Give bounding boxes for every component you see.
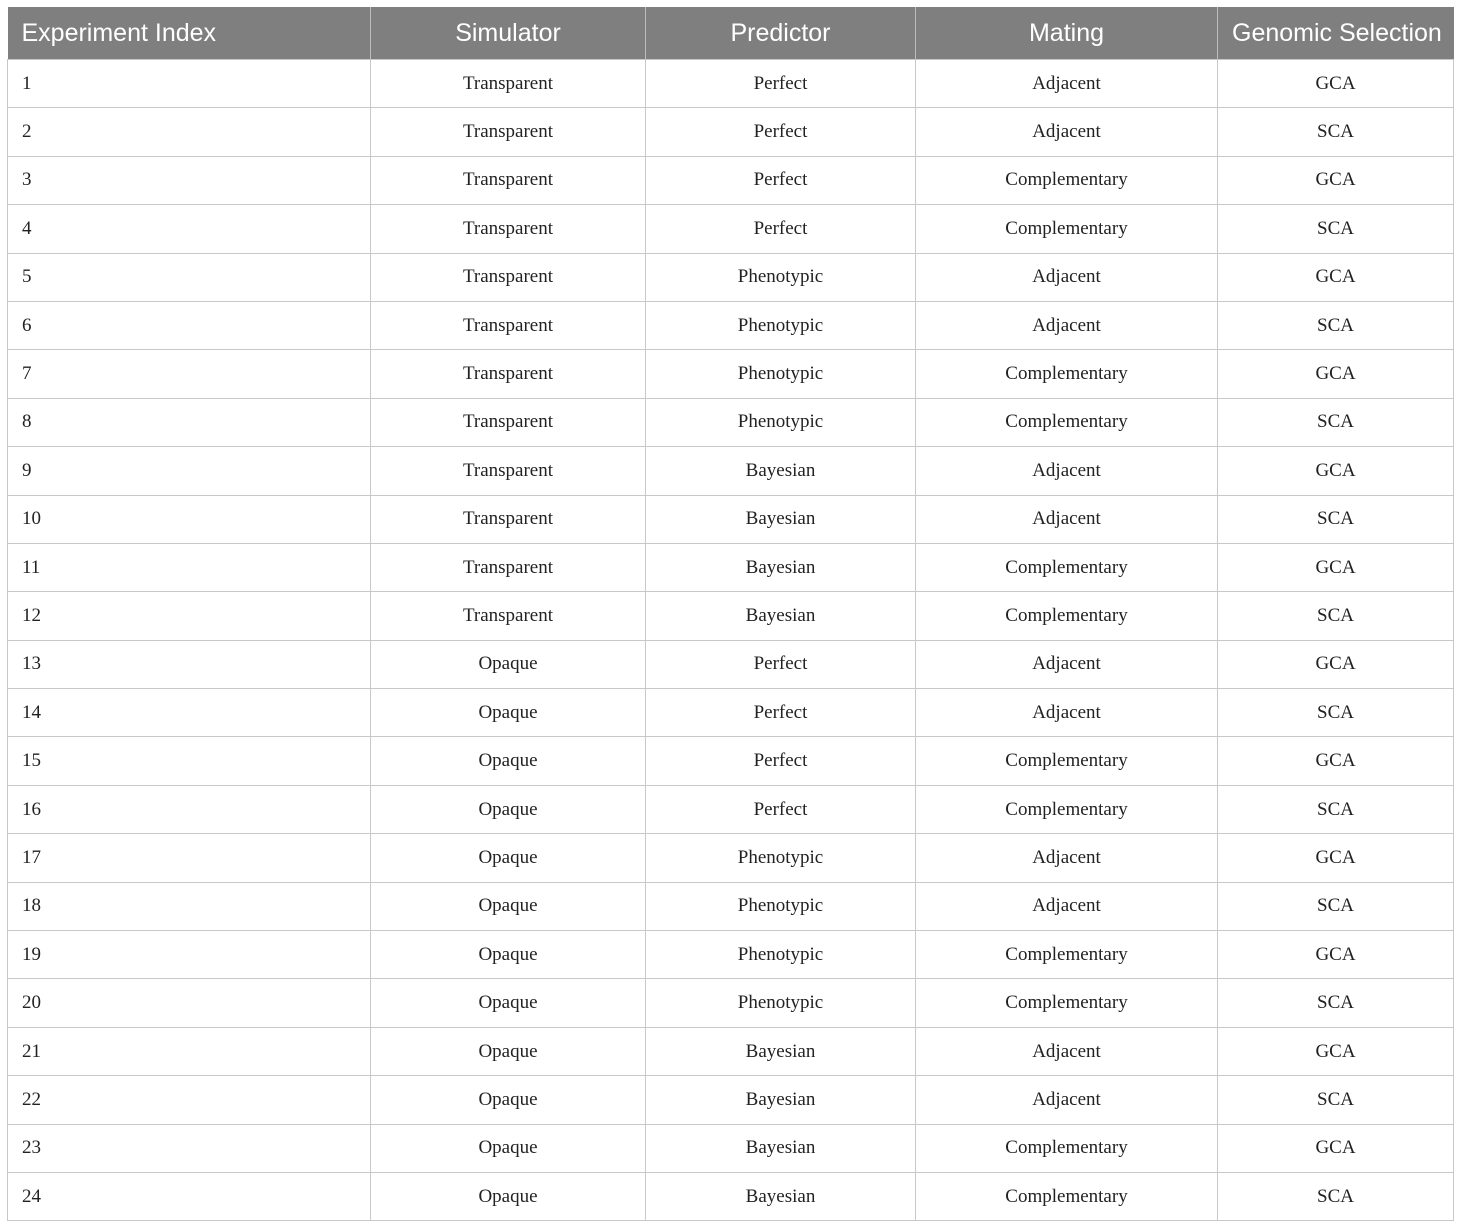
table-body (8, 60, 1454, 1221)
table-row (8, 882, 1454, 930)
cell-experiment-index: 1 (8, 60, 371, 108)
table-row (8, 1027, 1454, 1075)
cell-mating: Complementary (916, 931, 1218, 979)
cell-genomic-selection: SCA (1218, 1172, 1454, 1220)
cell-experiment-index: 11 (8, 543, 371, 591)
table-row (8, 205, 1454, 253)
cell-experiment-index: 21 (8, 1027, 371, 1075)
cell-predictor: Phenotypic (646, 979, 916, 1027)
experiment-table-container (7, 7, 1453, 1221)
table-row (8, 785, 1454, 833)
cell-simulator: Transparent (371, 398, 646, 446)
cell-simulator: Transparent (371, 108, 646, 156)
cell-genomic-selection: SCA (1218, 689, 1454, 737)
cell-genomic-selection: GCA (1218, 447, 1454, 495)
cell-mating: Adjacent (916, 1076, 1218, 1124)
header-genomic-selection: Genomic Selection (1218, 7, 1454, 60)
cell-mating: Adjacent (916, 60, 1218, 108)
cell-simulator: Opaque (371, 834, 646, 882)
cell-simulator: Opaque (371, 931, 646, 979)
cell-genomic-selection: SCA (1218, 108, 1454, 156)
cell-simulator: Opaque (371, 737, 646, 785)
cell-simulator: Transparent (371, 495, 646, 543)
cell-mating: Adjacent (916, 689, 1218, 737)
cell-experiment-index: 17 (8, 834, 371, 882)
cell-genomic-selection: GCA (1218, 60, 1454, 108)
cell-simulator: Transparent (371, 156, 646, 204)
table-row (8, 108, 1454, 156)
cell-genomic-selection: GCA (1218, 156, 1454, 204)
cell-experiment-index: 15 (8, 737, 371, 785)
cell-simulator: Transparent (371, 60, 646, 108)
cell-mating: Complementary (916, 350, 1218, 398)
cell-simulator: Opaque (371, 882, 646, 930)
cell-experiment-index: 5 (8, 253, 371, 301)
header-simulator: Simulator (371, 7, 646, 60)
header-row (8, 7, 1454, 60)
table-row (8, 931, 1454, 979)
cell-predictor: Perfect (646, 156, 916, 204)
cell-mating: Complementary (916, 205, 1218, 253)
cell-experiment-index: 16 (8, 785, 371, 833)
cell-experiment-index: 9 (8, 447, 371, 495)
cell-experiment-index: 13 (8, 640, 371, 688)
cell-simulator: Opaque (371, 640, 646, 688)
table-row (8, 1172, 1454, 1220)
cell-simulator: Transparent (371, 205, 646, 253)
cell-experiment-index: 8 (8, 398, 371, 446)
cell-genomic-selection: SCA (1218, 1076, 1454, 1124)
cell-genomic-selection: GCA (1218, 350, 1454, 398)
cell-genomic-selection: GCA (1218, 931, 1454, 979)
cell-experiment-index: 10 (8, 495, 371, 543)
cell-predictor: Bayesian (646, 592, 916, 640)
cell-simulator: Transparent (371, 447, 646, 495)
cell-predictor: Perfect (646, 108, 916, 156)
cell-mating: Complementary (916, 785, 1218, 833)
cell-mating: Complementary (916, 156, 1218, 204)
cell-experiment-index: 22 (8, 1076, 371, 1124)
cell-simulator: Transparent (371, 350, 646, 398)
cell-genomic-selection: SCA (1218, 205, 1454, 253)
cell-genomic-selection: GCA (1218, 1124, 1454, 1172)
cell-predictor: Phenotypic (646, 398, 916, 446)
cell-genomic-selection: GCA (1218, 640, 1454, 688)
cell-genomic-selection: GCA (1218, 1027, 1454, 1075)
table-row (8, 495, 1454, 543)
table-row (8, 543, 1454, 591)
table-row (8, 60, 1454, 108)
cell-mating: Adjacent (916, 495, 1218, 543)
table-row (8, 156, 1454, 204)
cell-predictor: Perfect (646, 640, 916, 688)
cell-genomic-selection: SCA (1218, 301, 1454, 349)
cell-mating: Complementary (916, 737, 1218, 785)
cell-mating: Adjacent (916, 447, 1218, 495)
cell-mating: Adjacent (916, 108, 1218, 156)
table-row (8, 253, 1454, 301)
cell-predictor: Bayesian (646, 1124, 916, 1172)
cell-mating: Complementary (916, 592, 1218, 640)
cell-predictor: Phenotypic (646, 931, 916, 979)
table-row (8, 979, 1454, 1027)
cell-predictor: Bayesian (646, 543, 916, 591)
cell-predictor: Bayesian (646, 495, 916, 543)
cell-predictor: Perfect (646, 60, 916, 108)
cell-predictor: Perfect (646, 205, 916, 253)
cell-predictor: Phenotypic (646, 882, 916, 930)
table-row (8, 350, 1454, 398)
cell-genomic-selection: SCA (1218, 495, 1454, 543)
table-row (8, 834, 1454, 882)
cell-mating: Complementary (916, 543, 1218, 591)
cell-simulator: Opaque (371, 979, 646, 1027)
cell-mating: Complementary (916, 1172, 1218, 1220)
cell-predictor: Perfect (646, 689, 916, 737)
table-row (8, 447, 1454, 495)
experiment-table (7, 7, 1454, 1221)
cell-predictor: Perfect (646, 737, 916, 785)
cell-mating: Complementary (916, 398, 1218, 446)
cell-mating: Complementary (916, 979, 1218, 1027)
cell-predictor: Perfect (646, 785, 916, 833)
table-row (8, 301, 1454, 349)
cell-simulator: Transparent (371, 253, 646, 301)
cell-genomic-selection: SCA (1218, 979, 1454, 1027)
cell-mating: Complementary (916, 1124, 1218, 1172)
cell-predictor: Phenotypic (646, 350, 916, 398)
cell-experiment-index: 4 (8, 205, 371, 253)
cell-genomic-selection: SCA (1218, 592, 1454, 640)
cell-predictor: Bayesian (646, 447, 916, 495)
cell-mating: Adjacent (916, 253, 1218, 301)
cell-simulator: Transparent (371, 592, 646, 640)
cell-experiment-index: 3 (8, 156, 371, 204)
cell-experiment-index: 20 (8, 979, 371, 1027)
cell-experiment-index: 23 (8, 1124, 371, 1172)
cell-experiment-index: 12 (8, 592, 371, 640)
header-predictor: Predictor (646, 7, 916, 60)
cell-genomic-selection: GCA (1218, 253, 1454, 301)
cell-simulator: Opaque (371, 689, 646, 737)
cell-experiment-index: 18 (8, 882, 371, 930)
cell-mating: Adjacent (916, 1027, 1218, 1075)
cell-simulator: Opaque (371, 785, 646, 833)
table-row (8, 1124, 1454, 1172)
cell-genomic-selection: SCA (1218, 882, 1454, 930)
table-row (8, 640, 1454, 688)
cell-simulator: Opaque (371, 1076, 646, 1124)
table-row (8, 398, 1454, 446)
cell-predictor: Bayesian (646, 1172, 916, 1220)
cell-predictor: Phenotypic (646, 301, 916, 349)
cell-simulator: Opaque (371, 1124, 646, 1172)
cell-experiment-index: 6 (8, 301, 371, 349)
cell-genomic-selection: GCA (1218, 834, 1454, 882)
header-mating: Mating (916, 7, 1218, 60)
cell-mating: Adjacent (916, 301, 1218, 349)
table-row (8, 592, 1454, 640)
cell-experiment-index: 2 (8, 108, 371, 156)
cell-experiment-index: 7 (8, 350, 371, 398)
cell-predictor: Bayesian (646, 1076, 916, 1124)
table-row (8, 737, 1454, 785)
cell-experiment-index: 19 (8, 931, 371, 979)
cell-simulator: Transparent (371, 543, 646, 591)
cell-predictor: Phenotypic (646, 834, 916, 882)
cell-experiment-index: 14 (8, 689, 371, 737)
cell-genomic-selection: SCA (1218, 785, 1454, 833)
cell-mating: Adjacent (916, 834, 1218, 882)
cell-predictor: Bayesian (646, 1027, 916, 1075)
cell-mating: Adjacent (916, 640, 1218, 688)
table-row (8, 689, 1454, 737)
cell-simulator: Opaque (371, 1027, 646, 1075)
cell-genomic-selection: GCA (1218, 543, 1454, 591)
table-header (8, 7, 1454, 60)
cell-genomic-selection: SCA (1218, 398, 1454, 446)
table-row (8, 1076, 1454, 1124)
cell-simulator: Opaque (371, 1172, 646, 1220)
header-experiment-index: Experiment Index (8, 7, 371, 60)
cell-simulator: Transparent (371, 301, 646, 349)
cell-predictor: Phenotypic (646, 253, 916, 301)
cell-experiment-index: 24 (8, 1172, 371, 1220)
cell-genomic-selection: GCA (1218, 737, 1454, 785)
cell-mating: Adjacent (916, 882, 1218, 930)
